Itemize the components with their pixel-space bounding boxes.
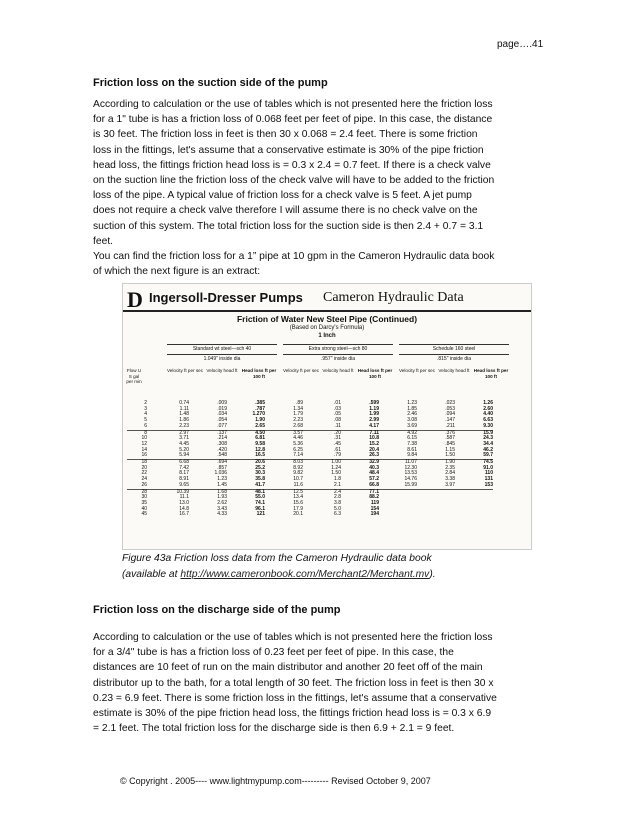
value-cell: 25.2	[255, 464, 265, 471]
value-cell: 35.8	[255, 476, 265, 483]
value-cell: 1.00	[303, 460, 341, 466]
flow-cell: 10	[141, 435, 147, 442]
value-cell: 3.69	[407, 422, 417, 429]
value-cell: .599	[369, 400, 379, 406]
value-cell: 110	[484, 470, 493, 477]
text-line: for a 1" tube is has a friction loss of 0.068 feet per feet of pipe. In this case, the distance	[93, 114, 493, 126]
value-cell: 34.4	[483, 440, 493, 447]
text-line: on the suction line the friction loss of the check valve will have to be added to the friction	[93, 175, 495, 187]
text-line: loss of the pipe. A typical value of friction loss for a check valve is 5 feet. A jet pump	[93, 190, 472, 202]
discharge-paragraph	[93, 630, 553, 736]
value-cell: 1.99	[369, 411, 379, 418]
value-cell: 12.8	[255, 446, 265, 453]
value-cell: 1.45	[217, 481, 227, 488]
value-cell	[455, 512, 493, 518]
value-cell: 8.17	[179, 470, 189, 477]
flow-cell: 6	[144, 422, 147, 429]
text-line: distances are 10 feet of run on the main distributor and another 20 feet off of the main	[93, 662, 483, 674]
value-cell: .077	[217, 422, 227, 429]
value-cell: 4.92	[379, 430, 417, 436]
value-cell: 3.43	[217, 505, 227, 512]
value-cell: .054	[217, 417, 227, 424]
value-cell: .45	[334, 440, 341, 447]
figure-caption	[122, 551, 436, 582]
value-cell: 30.3	[255, 470, 265, 477]
value-cell: .548	[217, 452, 227, 459]
value-cell: .20	[303, 430, 341, 436]
value-cell: 154	[370, 505, 379, 512]
value-cell: 3.08	[407, 417, 417, 424]
inside-dia-sch160: .815" inside dia	[436, 356, 472, 362]
flow-cell: 20	[141, 464, 147, 471]
value-cell: 59.7	[483, 452, 493, 459]
text-line: You can find the friction loss for a 1” pipe at 10 gpm in the Cameron Hydraulic data book	[93, 251, 495, 262]
value-cell: 3.38	[445, 476, 455, 483]
value-cell: 1.79	[293, 411, 303, 418]
value-cell: .05	[334, 411, 341, 418]
value-cell: 7.14	[293, 452, 303, 459]
value-cell: 24.3	[483, 435, 493, 442]
cameron-intro-paragraph	[93, 249, 553, 279]
value-cell: 2.65	[255, 422, 265, 429]
group-header-sch40: Standard wt steel—sch 40	[167, 344, 277, 355]
value-cell: .009	[217, 400, 227, 406]
table-subtitle: (Based on Darcy's Formula)	[289, 325, 365, 331]
value-cell: 1.036	[214, 470, 227, 477]
value-cell: 1.8	[334, 476, 341, 483]
value-cell: 2.84	[445, 470, 455, 477]
flow-cell: 26	[141, 481, 147, 488]
pipe-size: 1 Inch	[318, 333, 336, 339]
value-cell	[379, 512, 417, 518]
value-cell: 91.0	[483, 464, 493, 471]
value-cell: 41.7	[255, 481, 265, 488]
value-cell: 1.24	[331, 464, 341, 471]
value-cell: .89	[296, 400, 303, 406]
value-cell: 8.61	[407, 446, 417, 453]
value-cell: 7.42	[179, 464, 189, 471]
column-header: Velocity ft per sec	[167, 368, 204, 373]
value-cell: 10.39	[151, 489, 189, 495]
flow-cell: 35	[141, 499, 147, 506]
text-line: of which the next figure is an extract:	[93, 266, 261, 278]
value-cell: 2.97	[151, 430, 189, 436]
value-cell: 14.76	[404, 476, 417, 483]
suction-paragraph	[93, 97, 553, 249]
value-cell: 32.9	[341, 460, 379, 466]
value-cell: 7.11	[341, 430, 379, 436]
value-cell: 40.3	[369, 464, 379, 471]
value-cell: 8.03	[265, 460, 303, 466]
flow-cell: 22	[141, 470, 147, 477]
flow-cell: 4	[144, 411, 147, 418]
value-cell: 74.1	[255, 499, 265, 506]
text-line: distributor up to the bath, for a total length of 30 feet. The friction loss in feet is then 30 x	[93, 677, 494, 689]
value-cell: 16.7	[179, 511, 189, 518]
flow-column-header: Flow U S gal per min	[126, 368, 142, 384]
value-cell: 2.46	[407, 411, 417, 418]
value-cell: 74.5	[455, 460, 493, 466]
flow-cell: 8	[127, 430, 151, 436]
value-cell: 5.20	[179, 446, 189, 453]
value-cell: 2.1	[334, 481, 341, 488]
value-cell: 2.35	[445, 464, 455, 471]
value-cell: 13.0	[179, 499, 189, 506]
value-cell: .034	[217, 411, 227, 418]
table-title: Friction of Water New Steel Pipe (Continued)	[236, 314, 418, 324]
value-cell: 4.17	[369, 422, 379, 429]
value-cell: .857	[217, 464, 227, 471]
column-header: Velocity head ft	[322, 368, 354, 373]
value-cell: 1.11	[179, 405, 189, 412]
value-cell: 9.65	[179, 481, 189, 488]
text-line: loss in the fittings, let's assume that a conservative estimate is 30% of the pipe friction	[93, 144, 484, 156]
value-cell: 1.19	[369, 405, 379, 412]
column-header: Head loss ft per 100 ft	[241, 368, 277, 379]
value-cell: 1.50	[331, 470, 341, 477]
value-cell: 119	[370, 499, 379, 506]
column-header: Velocity ft per sec	[283, 368, 320, 373]
value-cell: 6.25	[293, 446, 303, 453]
value-cell	[417, 512, 455, 518]
value-cell: 15.99	[404, 481, 417, 488]
value-cell: 153	[484, 481, 493, 488]
value-cell: 1.86	[179, 417, 189, 424]
value-cell: 1.23	[407, 400, 417, 406]
value-cell: 48.4	[369, 470, 379, 477]
value-cell: 1.85	[407, 405, 417, 412]
value-cell: 1.90	[417, 460, 455, 466]
value-cell: 9.58	[255, 440, 265, 447]
value-cell: 11.07	[379, 460, 417, 466]
flow-cell: 16	[141, 452, 147, 459]
value-cell: 15.2	[369, 440, 379, 447]
value-cell: .31	[334, 435, 341, 442]
value-cell: 2.60	[483, 405, 493, 412]
text-line: does not require a check valve therefore I will assume there is no check valve on the	[93, 205, 478, 217]
column-header: Velocity head ft	[206, 368, 238, 373]
section-heading-suction: Friction loss on the suction side of the pump	[93, 77, 328, 89]
value-cell: .787	[255, 405, 265, 412]
value-cell: 1.34	[293, 405, 303, 412]
column-header: Velocity head ft	[438, 368, 470, 373]
friction-data-table	[127, 401, 493, 518]
value-cell: 1.270	[252, 411, 265, 418]
value-cell: 2.99	[369, 417, 379, 424]
value-cell: 1.50	[445, 452, 455, 459]
value-cell: .03	[334, 405, 341, 412]
value-cell: 6.63	[483, 417, 493, 424]
value-cell: .385	[255, 400, 265, 406]
page-footer: © Copyright . 2005---- www.lightmypump.com--------- Revised October 9, 2007	[120, 776, 431, 786]
value-cell: 46.2	[483, 446, 493, 453]
value-cell: 20.4	[369, 446, 379, 453]
text-line: According to calculation or the use of tables which is not presented here the friction loss	[93, 99, 493, 110]
value-cell: 10.7	[293, 476, 303, 483]
cameron-friction-table-figure	[122, 283, 532, 550]
text-line: for a 3/4" tube is has a friction loss of 0.23 feet per feet of pipe. In this case, the	[93, 647, 454, 659]
value-cell: 16.5	[255, 452, 265, 459]
value-cell: .094	[445, 411, 455, 418]
inside-dia-sch40: 1.049" inside dia	[203, 356, 241, 362]
value-cell: 3.57	[265, 430, 303, 436]
value-cell: .023	[445, 400, 455, 406]
section-heading-discharge: Friction loss on the discharge side of the pump	[93, 604, 341, 616]
flow-cell: 45	[141, 511, 147, 518]
value-cell: .61	[334, 446, 341, 453]
flow-cell: 24	[141, 476, 147, 483]
caption-line1: Figure 43a Friction loss data from the Cameron Hydraulic data book	[122, 553, 432, 564]
flow-cell: 14	[141, 446, 147, 453]
value-cell: 2.68	[293, 422, 303, 429]
value-cell: .308	[217, 440, 227, 447]
text-line: According to calculation or the use of tables which is not presented here the friction loss	[93, 632, 493, 643]
flow-cell: 5	[144, 417, 147, 424]
flow-cell: 28	[127, 489, 151, 495]
page-number: page….41	[497, 39, 544, 50]
value-cell: .211	[445, 422, 455, 429]
value-cell: .019	[217, 405, 227, 412]
value-cell: 14.8	[179, 505, 189, 512]
value-cell: 2.8	[334, 494, 341, 501]
value-cell: 5.36	[293, 440, 303, 447]
inside-dia-sch80: .957" inside dia	[320, 356, 356, 362]
value-cell: 77.1	[341, 489, 379, 495]
value-cell: 4.45	[179, 440, 189, 447]
value-cell: 0.74	[179, 400, 189, 406]
value-cell: 9.30	[483, 422, 493, 429]
value-cell: 1.48	[179, 411, 189, 418]
value-cell: 88.2	[369, 494, 379, 501]
text-line: = 2.1 feet. The total friction loss for the discharge side is then 6.9 + 2.1 = 9 feet.	[93, 723, 455, 735]
value-cell: 2.23	[293, 417, 303, 424]
value-cell: 12.5	[265, 489, 303, 495]
value-cell: 6.68	[151, 460, 189, 466]
value-cell: .214	[217, 435, 227, 442]
value-cell: 131	[484, 476, 493, 483]
caption-suffix: ).	[429, 568, 436, 580]
value-cell: .845	[445, 440, 455, 447]
value-cell: 55.0	[255, 494, 265, 501]
value-cell: 10.8	[369, 435, 379, 442]
value-cell: 15.9	[455, 430, 493, 436]
text-line: suction of this system. The total friction loss for the suction side is then 2.4 + 0.7 = 3.1	[93, 220, 484, 232]
value-cell: 2.62	[217, 499, 227, 506]
caption-prefix: (available at	[122, 568, 181, 580]
group-header-sch80: Extra strong steel—sch 80	[283, 344, 393, 355]
value-cell: 15.6	[293, 499, 303, 506]
value-cell: 8.91	[179, 476, 189, 483]
value-cell: 5.94	[179, 452, 189, 459]
text-line: feet.	[93, 235, 114, 247]
flow-cell: 2	[144, 400, 147, 406]
value-cell: 4.33	[217, 511, 227, 518]
value-cell: 17.9	[293, 505, 303, 512]
value-cell: 1.15	[445, 446, 455, 453]
value-cell: .694	[189, 460, 227, 466]
value-cell: 1.26	[483, 400, 493, 406]
value-cell: 3.97	[445, 481, 455, 488]
value-cell: .420	[217, 446, 227, 453]
value-cell: 9.82	[293, 470, 303, 477]
value-cell: 1.93	[217, 494, 227, 501]
table-row	[127, 512, 493, 518]
value-cell: 2.4	[303, 489, 341, 495]
value-cell: 20.1	[293, 511, 303, 518]
value-cell: 8.92	[293, 464, 303, 471]
value-cell: 9.84	[407, 452, 417, 459]
value-cell: .01	[334, 400, 341, 406]
value-cell: 11.6	[293, 481, 303, 488]
column-header: Head loss ft per 100 ft	[357, 368, 393, 379]
ingersoll-dresser-logo: D	[127, 287, 143, 312]
flow-cell: 18	[127, 460, 151, 466]
value-cell: 3.71	[179, 435, 189, 442]
brand-name: Ingersoll-Dresser Pumps	[149, 290, 303, 305]
value-cell: 96.1	[255, 505, 265, 512]
column-header: Velocity ft per sec	[399, 368, 436, 373]
value-cell: 4.46	[293, 435, 303, 442]
value-cell: 1.90	[255, 417, 265, 424]
text-line: 0.23 = 6.9 feet. There is some friction loss in the fittings, let's assume that a conservative	[93, 692, 497, 704]
value-cell: 48.1	[227, 489, 265, 495]
value-cell: 12.30	[404, 464, 417, 471]
value-cell: .11	[334, 422, 341, 429]
flow-cell: 40	[141, 505, 147, 512]
value-cell: 6.3	[334, 511, 341, 518]
value-cell: .376	[417, 430, 455, 436]
cameronbook-link[interactable]: http://www.cameronbook.com/Merchant2/Merchant.mv	[180, 568, 430, 580]
value-cell: 20.6	[227, 460, 265, 466]
value-cell: 194	[370, 511, 379, 518]
value-cell: .79	[334, 452, 341, 459]
figure-header	[123, 284, 531, 312]
flow-cell: 30	[141, 494, 147, 501]
value-cell: 26.3	[369, 452, 379, 459]
value-cell: 1.68	[189, 489, 227, 495]
value-cell: 4.50	[227, 430, 265, 436]
value-cell: 13.4	[293, 494, 303, 501]
text-line: estimate is 30% of the pipe friction head loss, the fittings friction head loss is = 0.3 x 6.9	[93, 708, 492, 720]
flow-cell: 12	[141, 440, 147, 447]
value-cell: 6.81	[255, 435, 265, 442]
column-header: Head loss ft per 100 ft	[473, 368, 509, 379]
value-cell: 7.38	[407, 440, 417, 447]
group-header-sch160: Schedule 160 steel	[399, 344, 509, 355]
value-cell: 2.23	[179, 422, 189, 429]
value-cell: .587	[445, 435, 455, 442]
value-cell: 4.40	[483, 411, 493, 418]
text-line: head loss, the fittings friction head loss is = 0.3 x 2.4 = 0.7 feet. If there is a check valve	[93, 159, 491, 171]
text-line: is 30 feet. The friction loss in feet is then 30 x 0.068 = 2.4 feet. There is some friction	[93, 129, 478, 141]
value-cell: 1.23	[217, 476, 227, 483]
caption-line2	[122, 567, 436, 583]
value-cell: 57.2	[369, 476, 379, 483]
value-cell: 5.0	[334, 505, 341, 512]
publication-name: Cameron Hydraulic Data	[323, 290, 464, 305]
value-cell: 66.8	[369, 481, 379, 488]
value-cell: .08	[334, 417, 341, 424]
value-cell: 121	[256, 511, 265, 518]
value-cell: 11.1	[179, 494, 189, 501]
value-cell: 6.15	[407, 435, 417, 442]
flow-cell: 3	[144, 405, 147, 412]
value-cell: 13.53	[404, 470, 417, 477]
value-cell: 3.8	[334, 499, 341, 506]
value-cell: .137	[189, 430, 227, 436]
value-cell: .053	[445, 405, 455, 412]
value-cell: .147	[445, 417, 455, 424]
